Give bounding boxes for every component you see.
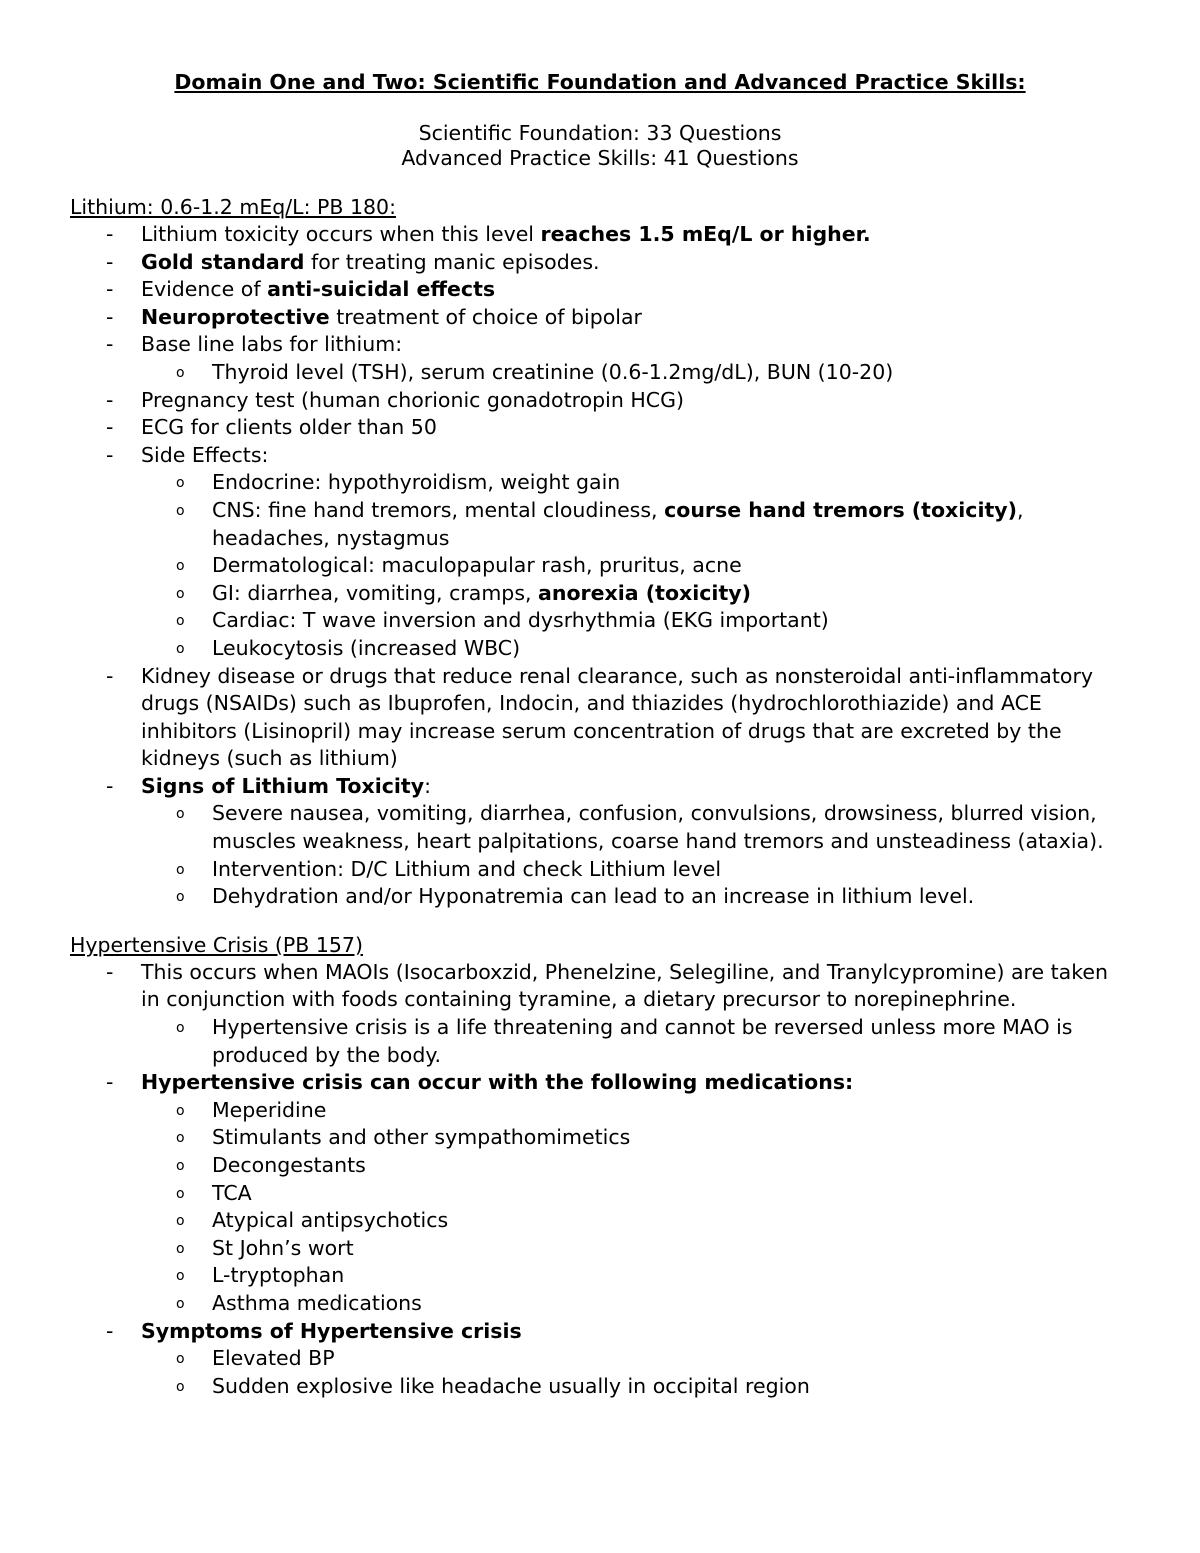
spacer — [70, 171, 1130, 193]
sub-list-item: o Dehydration and/or Hyponatremia can lead to an increase in lithium level. — [141, 883, 1130, 911]
document-title: Domain One and Two: Scientific Foundation and Advanced Practice Skills: — [174, 70, 1026, 94]
lithium-heading: Lithium: 0.6-1.2 mEq/L: PB 180: — [70, 195, 397, 219]
sub-list-item: o Stimulants and other sympathomimetics — [141, 1124, 1130, 1152]
list-item: - This occurs when MAOIs (Isocarboxzid, Phenelzine, Selegiline, and Tranylcypromine) are taken in conjunction with foods containing tyramine, a dietary precursor to norepinephrine. o Hypertensive crisis is a life threatening and cannot be reversed unless more MAO is produced by the body. — [70, 959, 1130, 1069]
list-item: - Side Effects: o Endocrine: hypothyroidism, weight gain o CNS: fine hand tremors, mental cloudiness, course hand tremors (toxicity), headaches, nystagmus o Dermatological: maculopapular rash, pruritus, acne o GI: diarrhea, vomiting, cramps, anorexia (toxicity) o Cardiac: T wave inversion and dysrhythmia (EKG important) o Leukocytosis (increased WBC) — [70, 442, 1130, 663]
sub-list-item: o TCA — [141, 1180, 1130, 1208]
sub-list-item: o Severe nausea, vomiting, diarrhea, confusion, convulsions, drowsiness, blurred vision, muscles weakness, heart palpitations, coarse hand tremors and unsteadiness (ataxia). — [141, 800, 1130, 855]
hypertensive-list — [70, 959, 1130, 1401]
list-item: - Neuroprotective treatment of choice of bipolar — [70, 304, 1130, 332]
sub-list-item: o Meperidine — [141, 1097, 1130, 1125]
spacer — [70, 911, 1130, 931]
sub-list-item: o Sudden explosive like headache usually in occipital region — [141, 1373, 1130, 1401]
sub-list — [70, 359, 1130, 387]
list-item: - Base line labs for lithium: o Thyroid level (TSH), serum creatinine (0.6-1.2mg/dL), BUN (10-20) — [70, 331, 1130, 386]
list-item: - Signs of Lithium Toxicity: o Severe nausea, vomiting, diarrhea, confusion, convulsions, drowsiness, blurred vision, muscles weakness, heart palpitations, coarse hand tremors and unsteadiness (ataxia). o Intervention: D/C Lithium and check Lithium level o Dehydration and/or Hyponatremia can lead to an increase in lithium level. — [70, 773, 1130, 911]
spacer — [70, 96, 1130, 121]
sub-list-item: o Hypertensive crisis is a life threatening and cannot be reversed unless more MAO is produced by the body. — [141, 1014, 1130, 1069]
sub-list-item: o Endocrine: hypothyroidism, weight gain — [141, 469, 1130, 497]
list-item: - Evidence of anti-suicidal effects — [70, 276, 1130, 304]
sub-list-item: o Thyroid level (TSH), serum creatinine (0.6-1.2mg/dL), BUN (10-20) — [141, 359, 1130, 387]
question-count-advanced: Advanced Practice Skills: 41 Questions — [401, 146, 799, 170]
sub-list-item: o CNS: fine hand tremors, mental cloudiness, course hand tremors (toxicity), headaches, nystagmus — [141, 497, 1130, 552]
symptoms-list — [70, 1345, 1130, 1400]
sub-list-item: o St John’s wort — [141, 1235, 1130, 1263]
hypertensive-heading: Hypertensive Crisis (PB 157) — [70, 932, 363, 957]
sub-list-item: o Asthma medications — [141, 1290, 1130, 1318]
sub-list-item: o Elevated BP — [141, 1345, 1130, 1373]
toxicity-list — [70, 800, 1130, 910]
sub-list-item: o Decongestants — [141, 1152, 1130, 1180]
list-item: - Lithium toxicity occurs when this level reaches 1.5 mEq/L or higher. — [70, 221, 1130, 249]
sub-list-item: o GI: diarrhea, vomiting, cramps, anorexia (toxicity) — [141, 580, 1130, 608]
sub-list-item: o Dermatological: maculopapular rash, pruritus, acne — [141, 552, 1130, 580]
list-item: - Gold standard for treating manic episodes. — [70, 249, 1130, 277]
sub-list-item: o L-tryptophan — [141, 1262, 1130, 1290]
list-item: - Kidney disease or drugs that reduce renal clearance, such as nonsteroidal anti-inflammatory drugs (NSAIDs) such as Ibuprofen, Indocin, and thiazides (hydrochlorothiazide) and ACE inhibitors (Lisinopril) may increase serum concentration of drugs that are excreted by the kidneys (such as lithium) — [70, 663, 1130, 773]
sub-list-item: o Cardiac: T wave inversion and dysrhythmia (EKG important) — [141, 607, 1130, 635]
sub-list-item: o Leukocytosis (increased WBC) — [141, 635, 1130, 663]
medications-list — [70, 1097, 1130, 1318]
lithium-list — [70, 221, 1130, 911]
list-item: - Hypertensive crisis can occur with the following medications: o Meperidine o Stimulants and other sympathomimetics o Decongestants o TCA o Atypical antipsychotics o St John’s wort o L-tryptophan o Asthma medications — [70, 1069, 1130, 1317]
list-item: - Pregnancy test (human chorionic gonadotropin HCG) — [70, 387, 1130, 415]
sub-list-item: o Intervention: D/C Lithium and check Lithium level — [141, 856, 1130, 884]
list-item: - ECG for clients older than 50 — [70, 414, 1130, 442]
side-effects-list — [70, 469, 1130, 662]
sub-list-item: o Atypical antipsychotics — [141, 1207, 1130, 1235]
question-count-scientific: Scientific Foundation: 33 Questions — [418, 121, 782, 145]
sub-list — [70, 1014, 1130, 1069]
list-item: - Symptoms of Hypertensive crisis o Elevated BP o Sudden explosive like headache usually in occipital region — [70, 1318, 1130, 1401]
